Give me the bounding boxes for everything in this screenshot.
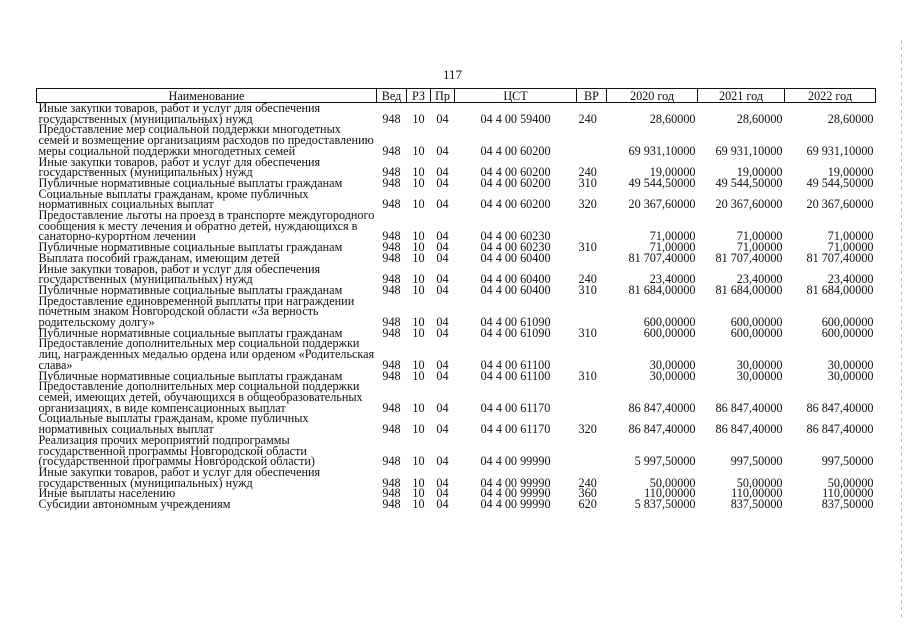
cell-cst: 04 4 00 60230 bbox=[480, 229, 551, 244]
cell-ved: 948 bbox=[382, 422, 401, 437]
cell-2020: 5 997,50000 bbox=[634, 454, 696, 469]
cell-name: Иные закупки товаров, работ и услуг для обеспечения государственных (муниципальных) нужд bbox=[38, 101, 321, 126]
cell-name: Выплата пособий гражданам, имеющим детей bbox=[38, 250, 280, 265]
cell-ved: 948 bbox=[382, 240, 401, 255]
cell-2021: 86 847,40000 bbox=[715, 400, 783, 415]
header-cst: ЦСТ bbox=[455, 89, 577, 103]
cell-2020: 30,00000 bbox=[649, 357, 696, 372]
cell-vr: 240 bbox=[578, 475, 597, 490]
cell-rz: 10 bbox=[412, 400, 425, 415]
cell-2021: 19,00000 bbox=[736, 165, 783, 180]
cell-2022: 997,50000 bbox=[821, 454, 874, 469]
cell-ved: 948 bbox=[382, 111, 401, 126]
cell-2022: 19,00000 bbox=[827, 165, 874, 180]
page-number: 117 bbox=[442, 67, 463, 82]
table-row bbox=[37, 435, 876, 467]
cell-rz: 10 bbox=[412, 315, 425, 330]
cell-vr bbox=[577, 253, 607, 264]
cell-2021: 997,50000 bbox=[730, 454, 783, 469]
cell-pr: 04 bbox=[436, 143, 449, 158]
cell-2020: 30,00000 bbox=[649, 368, 696, 383]
cell-rz: 10 bbox=[412, 272, 425, 287]
cell-rz: 10 bbox=[412, 325, 425, 340]
cell-2021: 28,60000 bbox=[736, 111, 783, 126]
cell-vr bbox=[577, 381, 607, 413]
cell-2020: 86 847,40000 bbox=[628, 400, 696, 415]
cell-name: Иные закупки товаров, работ и услуг для обеспечения государственных (муниципальных) нужд bbox=[38, 154, 321, 180]
cell-rz: 10 bbox=[412, 250, 425, 265]
cell-2020: 110,00000 bbox=[644, 486, 696, 501]
cell-rz: 10 bbox=[412, 175, 425, 190]
cell-rz: 10 bbox=[412, 143, 425, 158]
table-row bbox=[37, 413, 876, 434]
cell-2020: 81 684,00000 bbox=[628, 282, 696, 297]
cell-ved: 948 bbox=[382, 272, 401, 287]
cell-ved: 948 bbox=[382, 400, 401, 415]
table-row bbox=[37, 264, 876, 285]
cell-pr: 04 bbox=[436, 229, 449, 244]
cell-vr: 360 bbox=[578, 486, 597, 501]
cell-2021: 30,00000 bbox=[736, 357, 783, 372]
cell-vr: 240 bbox=[578, 272, 597, 287]
cell-pr: 04 bbox=[436, 282, 449, 297]
cell-cst: 04 4 00 61100 bbox=[480, 368, 551, 383]
cell-2020: 28,60000 bbox=[649, 111, 696, 126]
cell-cst: 04 4 00 61170 bbox=[480, 400, 551, 415]
table-row bbox=[37, 157, 876, 178]
cell-cst: 04 4 00 99990 bbox=[480, 497, 551, 512]
cell-vr bbox=[577, 338, 607, 370]
header-2022: 2022 год bbox=[785, 89, 876, 103]
cell-ved: 948 bbox=[382, 250, 401, 265]
cell-2022: 81 707,40000 bbox=[806, 250, 874, 265]
cell-ved: 948 bbox=[382, 143, 401, 158]
cell-cst: 04 4 00 99990 bbox=[480, 454, 551, 469]
cell-rz: 10 bbox=[412, 240, 425, 255]
cell-2021: 71,00000 bbox=[736, 240, 783, 255]
cell-rz: 10 bbox=[412, 454, 425, 469]
cell-cst: 04 4 00 60400 bbox=[480, 282, 551, 297]
cell-name: Предоставление дополнительных мер социальной поддержки семей, имеющих детей, обучающихся в общеобразовательных организациях, в виде компенсационных выплат bbox=[38, 379, 363, 415]
cell-pr: 04 bbox=[436, 175, 449, 190]
cell-2020: 69 931,10000 bbox=[628, 143, 696, 158]
cell-2022: 600,00000 bbox=[821, 315, 874, 330]
cell-2021: 69 931,10000 bbox=[715, 143, 783, 158]
cell-2022: 86 847,40000 bbox=[806, 422, 874, 437]
cell-vr: 310 bbox=[578, 325, 597, 340]
cell-2021: 81 707,40000 bbox=[715, 250, 783, 265]
cell-rz: 10 bbox=[412, 422, 425, 437]
cell-vr bbox=[577, 296, 607, 328]
header-2021: 2021 год bbox=[698, 89, 785, 103]
cell-pr: 04 bbox=[436, 165, 449, 180]
cell-2021: 86 847,40000 bbox=[715, 422, 783, 437]
budget-table bbox=[36, 88, 876, 510]
cell-2022: 110,00000 bbox=[822, 486, 874, 501]
cell-cst: 04 4 00 99990 bbox=[480, 486, 551, 501]
cell-cst: 04 4 00 59400 bbox=[480, 111, 551, 126]
cell-ved: 948 bbox=[382, 229, 401, 244]
cell-cst: 04 4 00 60200 bbox=[480, 165, 551, 180]
cell-2020: 600,00000 bbox=[643, 325, 696, 340]
cell-vr: 620 bbox=[578, 497, 597, 512]
cell-pr: 04 bbox=[436, 357, 449, 372]
table-row bbox=[37, 296, 876, 328]
cell-name: Субсидии автономным учреждениям bbox=[38, 497, 231, 512]
cell-2020: 81 707,40000 bbox=[628, 250, 696, 265]
cell-2021: 50,00000 bbox=[736, 475, 783, 490]
cell-2022: 81 684,00000 bbox=[806, 282, 874, 297]
cell-2022: 837,50000 bbox=[821, 497, 874, 512]
cell-vr: 240 bbox=[578, 111, 597, 126]
cell-2021: 30,00000 bbox=[736, 368, 783, 383]
cell-pr: 04 bbox=[436, 368, 449, 383]
cell-pr: 04 bbox=[436, 111, 449, 126]
cell-rz: 10 bbox=[412, 282, 425, 297]
header-2020: 2020 год bbox=[607, 89, 698, 103]
cell-2022: 30,00000 bbox=[827, 357, 874, 372]
cell-cst: 04 4 00 99990 bbox=[480, 475, 551, 490]
cell-ved: 948 bbox=[382, 486, 401, 501]
cell-name: Публичные нормативные социальные выплаты гражданам bbox=[38, 325, 343, 340]
cell-pr: 04 bbox=[436, 315, 449, 330]
cell-pr: 04 bbox=[436, 475, 449, 490]
cell-2021: 49 544,50000 bbox=[715, 175, 783, 190]
table-row bbox=[37, 499, 876, 510]
cell-2022: 71,00000 bbox=[827, 240, 874, 255]
cell-name: Социальные выплаты гражданам, кроме публичных нормативных социальных выплат bbox=[38, 411, 309, 437]
header-rz: РЗ bbox=[407, 89, 431, 103]
cell-cst: 04 4 00 61090 bbox=[480, 315, 551, 330]
cell-cst: 04 4 00 60230 bbox=[480, 240, 551, 255]
cell-name: Иные выплаты населению bbox=[38, 486, 176, 501]
table-row bbox=[37, 381, 876, 413]
cell-vr: 310 bbox=[578, 175, 597, 190]
cell-2020: 86 847,40000 bbox=[628, 422, 696, 437]
cell-2021: 837,50000 bbox=[730, 497, 783, 512]
cell-ved: 948 bbox=[382, 165, 401, 180]
cell-name: Предоставление мер социальной поддержки многодетных семей и возмещение организациям расходов по предоставлению меры социальной поддержки многодетных семей bbox=[38, 122, 374, 158]
cell-2022: 30,00000 bbox=[827, 368, 874, 383]
cell-pr: 04 bbox=[436, 422, 449, 437]
cell-ved: 948 bbox=[382, 475, 401, 490]
cell-pr: 04 bbox=[436, 272, 449, 287]
table-row bbox=[37, 124, 876, 156]
cell-name: Публичные нормативные социальные выплаты гражданам bbox=[38, 368, 343, 383]
cell-name: Предоставление дополнительных мер социальной поддержки лиц, награжденных медалью ордена или орденом «Родительская слава» bbox=[38, 336, 375, 372]
cell-2021: 71,00000 bbox=[736, 229, 783, 244]
table-row bbox=[37, 210, 876, 242]
cell-vr: 310 bbox=[578, 368, 597, 383]
cell-vr: 240 bbox=[578, 165, 597, 180]
header-name: Наименование bbox=[37, 89, 377, 103]
cell-pr: 04 bbox=[436, 486, 449, 501]
cell-2020: 50,00000 bbox=[649, 475, 696, 490]
cell-2022: 49 544,50000 bbox=[806, 175, 874, 190]
cell-2021: 81 684,00000 bbox=[715, 282, 783, 297]
cell-pr: 04 bbox=[436, 197, 449, 212]
cell-name: Публичные нормативные социальные выплаты гражданам bbox=[38, 175, 343, 190]
cell-2020: 71,00000 bbox=[649, 229, 696, 244]
cell-name: Публичные нормативные социальные выплаты гражданам bbox=[38, 282, 343, 297]
cell-cst: 04 4 00 60200 bbox=[480, 175, 551, 190]
cell-ved: 948 bbox=[382, 454, 401, 469]
cell-cst: 04 4 00 61090 bbox=[480, 325, 551, 340]
table-row bbox=[37, 338, 876, 370]
cell-pr: 04 bbox=[436, 325, 449, 340]
cell-cst: 04 4 00 60400 bbox=[480, 250, 551, 265]
cell-rz: 10 bbox=[412, 368, 425, 383]
cell-rz: 10 bbox=[412, 229, 425, 244]
cell-ved: 948 bbox=[382, 368, 401, 383]
cell-2022: 600,00000 bbox=[821, 325, 874, 340]
cell-pr: 04 bbox=[436, 240, 449, 255]
cell-rz: 10 bbox=[412, 486, 425, 501]
cell-rz: 10 bbox=[412, 475, 425, 490]
cell-ved: 948 bbox=[382, 315, 401, 330]
cell-cst: 04 4 00 60200 bbox=[480, 197, 551, 212]
table-row bbox=[37, 103, 876, 125]
cell-2020: 5 837,50000 bbox=[634, 497, 696, 512]
cell-2020: 19,00000 bbox=[649, 165, 696, 180]
table-row bbox=[37, 189, 876, 210]
cell-name: Социальные выплаты гражданам, кроме публичных нормативных социальных выплат bbox=[38, 186, 309, 212]
cell-2021: 600,00000 bbox=[730, 315, 783, 330]
table-row bbox=[37, 467, 876, 488]
cell-name: Иные закупки товаров, работ и услуг для обеспечения государственных (муниципальных) нужд bbox=[38, 261, 321, 287]
cell-cst: 04 4 00 61170 bbox=[480, 422, 551, 437]
cell-2022: 50,00000 bbox=[827, 475, 874, 490]
cell-rz: 10 bbox=[412, 165, 425, 180]
cell-2020: 20 367,60000 bbox=[628, 197, 696, 212]
cell-vr bbox=[577, 124, 607, 156]
header-vr: ВР bbox=[577, 89, 607, 103]
cell-pr: 04 bbox=[436, 497, 449, 512]
cell-rz: 10 bbox=[412, 497, 425, 512]
cell-2022: 69 931,10000 bbox=[806, 143, 874, 158]
header-ved: Вед bbox=[377, 89, 407, 103]
table-body bbox=[37, 103, 876, 510]
cell-rz: 10 bbox=[412, 357, 425, 372]
cell-2020: 23,40000 bbox=[649, 272, 696, 287]
cell-cst: 04 4 00 61100 bbox=[480, 357, 551, 372]
cell-name: Предоставление льготы на проезд в транспорте междугородного сообщения к месту лечения и обратно детей, нуждающихся в санаторно-курортном лечении bbox=[38, 208, 375, 244]
header-pr: Пр bbox=[431, 89, 455, 103]
cell-2021: 110,00000 bbox=[731, 486, 783, 501]
cell-2021: 23,40000 bbox=[736, 272, 783, 287]
cell-2020: 71,00000 bbox=[649, 240, 696, 255]
scan-edge-mark bbox=[901, 40, 902, 620]
cell-name: Предоставление единовременной выплаты при награждении почетным знаком Новгородской области «За верность родительскому долгу» bbox=[38, 293, 355, 330]
cell-ved: 948 bbox=[382, 282, 401, 297]
cell-rz: 10 bbox=[412, 197, 425, 212]
cell-2022: 20 367,60000 bbox=[806, 197, 874, 212]
cell-pr: 04 bbox=[436, 454, 449, 469]
cell-2022: 86 847,40000 bbox=[806, 400, 874, 415]
cell-cst: 04 4 00 60200 bbox=[480, 143, 551, 158]
cell-vr bbox=[577, 435, 607, 467]
cell-cst: 04 4 00 60400 bbox=[480, 272, 551, 287]
cell-ved: 948 bbox=[382, 175, 401, 190]
cell-2022: 28,60000 bbox=[827, 111, 874, 126]
cell-name: Иные закупки товаров, работ и услуг для обеспечения государственных (муниципальных) нужд bbox=[38, 464, 321, 490]
cell-ved: 948 bbox=[382, 197, 401, 212]
cell-vr: 320 bbox=[578, 197, 597, 212]
cell-2021: 20 367,60000 bbox=[715, 197, 783, 212]
cell-ved: 948 bbox=[382, 357, 401, 372]
cell-name: Публичные нормативные социальные выплаты гражданам bbox=[38, 240, 343, 255]
cell-vr: 320 bbox=[578, 422, 597, 437]
cell-rz: 10 bbox=[412, 111, 425, 126]
cell-vr: 310 bbox=[578, 282, 597, 297]
cell-ved: 948 bbox=[382, 325, 401, 340]
cell-vr bbox=[577, 210, 607, 242]
cell-2020: 49 544,50000 bbox=[628, 175, 696, 190]
cell-pr: 04 bbox=[436, 400, 449, 415]
cell-ved: 948 bbox=[382, 497, 401, 512]
cell-2020: 600,00000 bbox=[643, 315, 696, 330]
cell-name: Реализация прочих мероприятий подпрограммы государственной программы Новгородской области (государственной программы Новгородской области) bbox=[38, 432, 315, 469]
cell-2022: 71,00000 bbox=[827, 229, 874, 244]
cell-pr: 04 bbox=[436, 250, 449, 265]
cell-2022: 23,40000 bbox=[827, 272, 874, 287]
cell-vr: 310 bbox=[578, 240, 597, 255]
cell-2021: 600,00000 bbox=[730, 325, 783, 340]
